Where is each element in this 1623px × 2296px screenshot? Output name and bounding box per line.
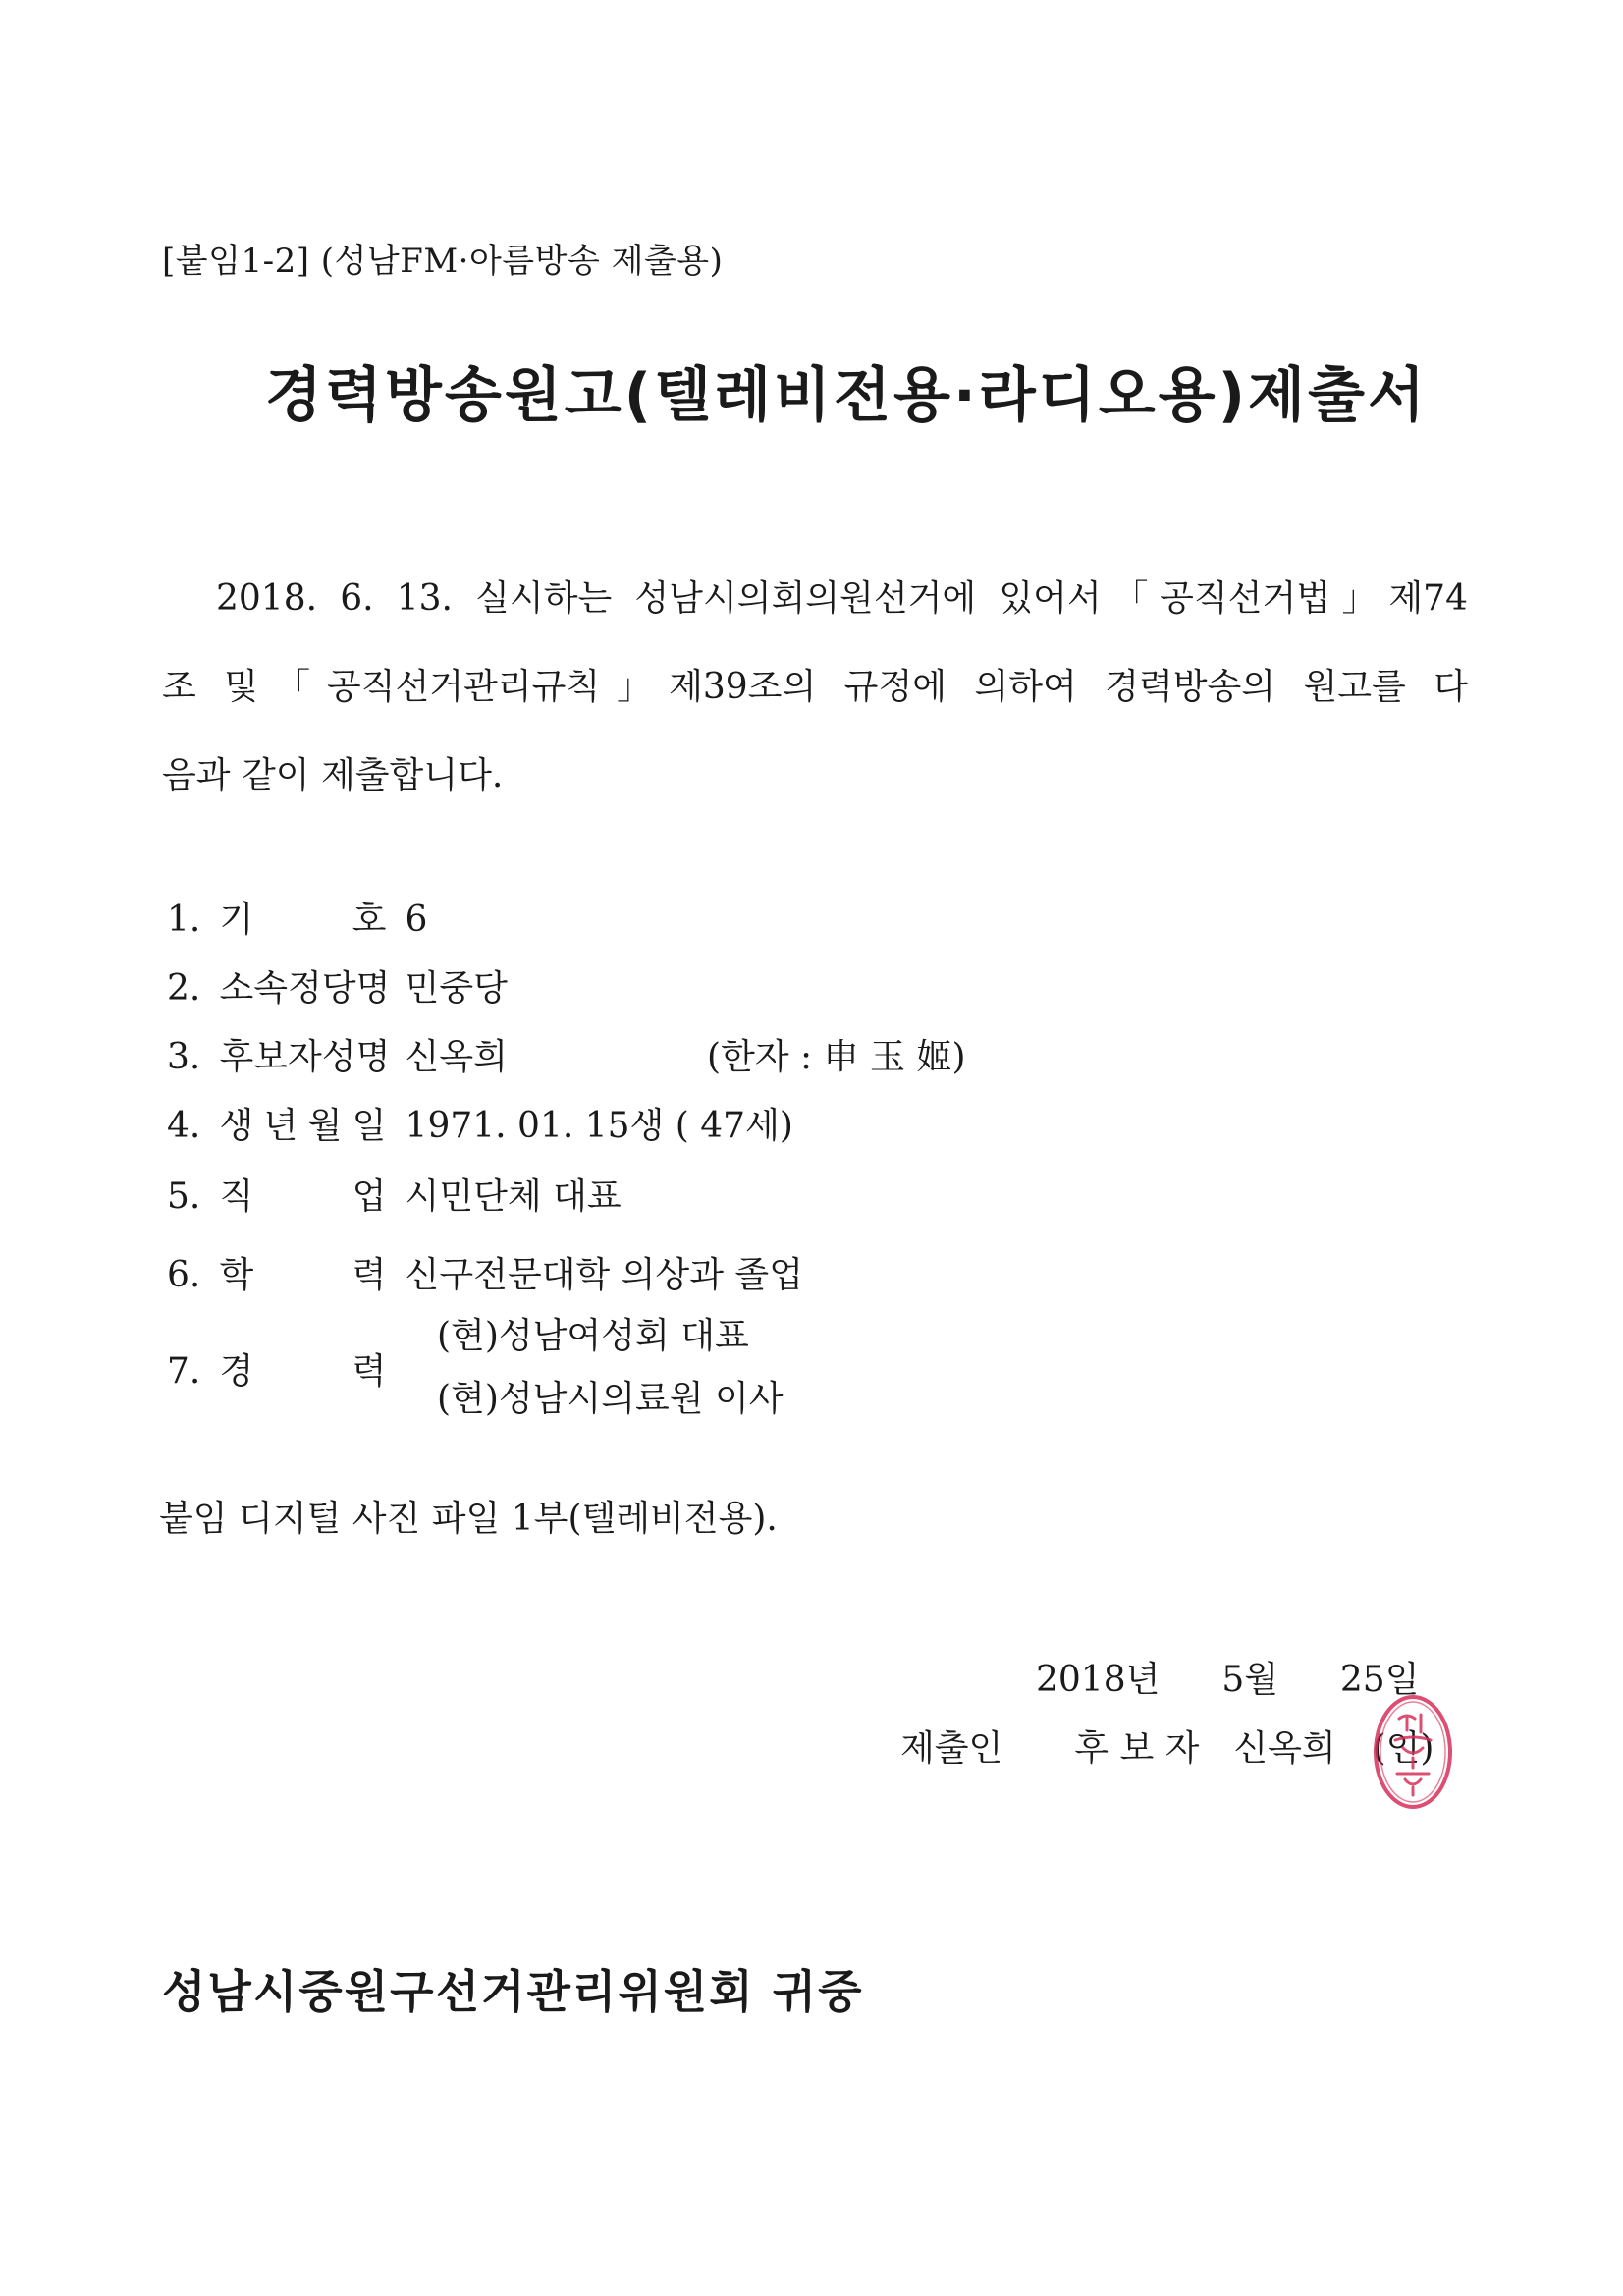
item-value: 신구전문대학 의상과 졸업 bbox=[405, 1255, 803, 1295]
candidate-hanja: (한자 : 申 玉 姬) bbox=[707, 1037, 966, 1077]
item-occupation: 5. 직 업 시민단체 대표 bbox=[167, 1169, 622, 1219]
item-candidate-name: 3. 후 보 자 성 명 신옥희 bbox=[167, 1029, 508, 1079]
item-career: 7. 경 력 bbox=[167, 1343, 386, 1394]
intro-line-3: 음과 같이 제출합니다. bbox=[162, 755, 504, 795]
item-label: 후 보 자 성 명 bbox=[219, 1037, 391, 1077]
attachment-note: 붙임 디지털 사진 파일 1부(텔레비전용). bbox=[159, 1499, 778, 1539]
intro-line-2: 조 및「공직선거관리규칙」제39조의 규정에 의하여 경력방송의 원고를 다 bbox=[162, 667, 1468, 707]
item-label: 경 력 bbox=[219, 1351, 387, 1392]
date-day: 25일 bbox=[1339, 1660, 1420, 1700]
item-label: 학 력 bbox=[219, 1255, 387, 1295]
item-label: 기 호 bbox=[219, 900, 387, 940]
item-label: 소 속 정 당 명 bbox=[219, 968, 391, 1009]
submitter-line bbox=[900, 1721, 1434, 1771]
career-line-1: (현)성남여성회 대표 bbox=[437, 1316, 749, 1356]
item-birthdate: 4. 생 년 월 일 1971. 01. 15생 ( 47세) bbox=[167, 1098, 793, 1148]
career-line-2: (현)성남시의료원 이사 bbox=[437, 1379, 784, 1419]
item-value: 1971. 01. 15생 ( 47세) bbox=[405, 1106, 793, 1146]
item-label: 직 업 bbox=[219, 1176, 387, 1217]
intro-paragraph bbox=[162, 555, 1468, 820]
item-value: 민중당 bbox=[405, 968, 508, 1009]
item-party-name: 2. 소 속 정 당 명 민중당 bbox=[167, 960, 508, 1011]
date-year: 2018년 bbox=[1036, 1660, 1161, 1700]
submitter-role: 후 보 자 bbox=[1074, 1728, 1200, 1769]
item-value: 시민단체 대표 bbox=[405, 1176, 622, 1217]
document-title: 경력방송원고(텔레비전용·라디오용)제출서 bbox=[265, 361, 1428, 430]
item-value: 6 bbox=[405, 900, 428, 940]
submitter-name: 신옥희 bbox=[1233, 1728, 1336, 1769]
item-education: 6. 학 력 신구전문대학 의상과 졸업 bbox=[167, 1247, 803, 1297]
date-month: 5월 bbox=[1221, 1660, 1278, 1700]
item-label: 생 년 월 일 bbox=[219, 1106, 387, 1146]
submitter-label: 제출인 bbox=[900, 1728, 1003, 1769]
submitter-seal-mark: (인) bbox=[1372, 1728, 1434, 1769]
item-value: 신옥희 bbox=[405, 1037, 508, 1077]
personal-seal-stamp-icon bbox=[1360, 1689, 1468, 1815]
attachment-header-note: [붙임1-2] (성남FM·아름방송 제출용) bbox=[162, 242, 724, 281]
item-symbol-number: 1. 기 호 6 bbox=[167, 892, 427, 942]
addressee: 성남시중원구선거관리위원회 귀중 bbox=[162, 1965, 864, 2018]
intro-line-1: 2018. 6. 13. 실시하는 성남시의회의원선거에 있어서「공직선거법」제74 bbox=[216, 578, 1468, 619]
